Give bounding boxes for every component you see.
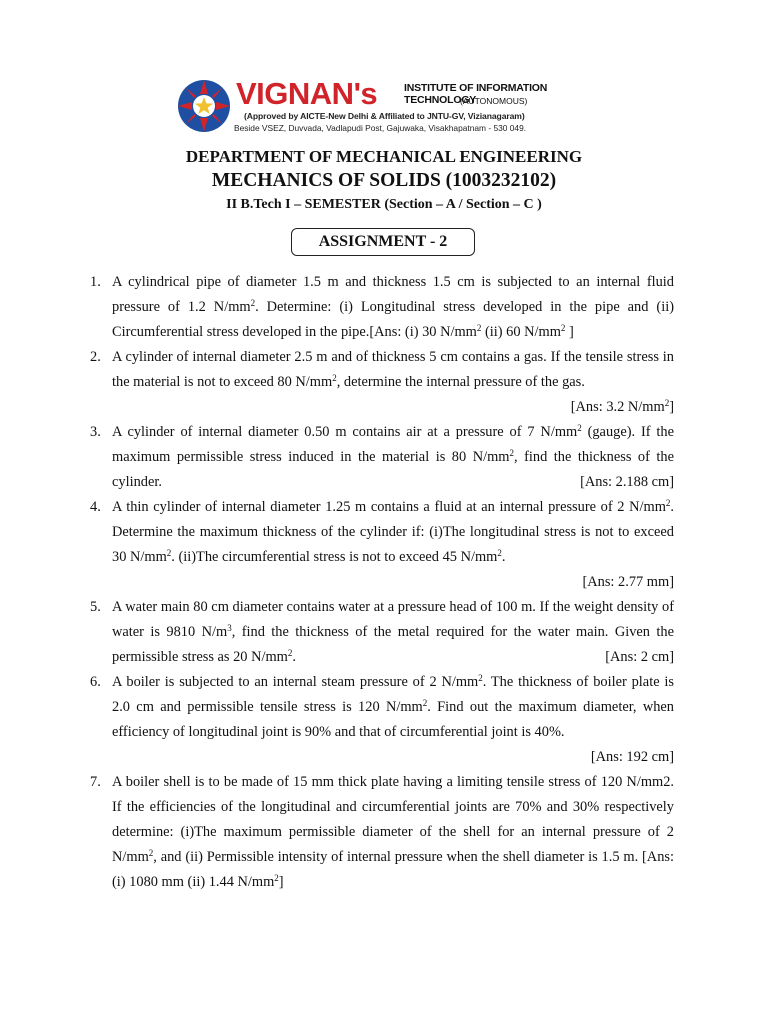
question-item bbox=[90, 595, 674, 670]
question-item bbox=[90, 420, 674, 495]
question-item bbox=[90, 495, 674, 595]
question-body bbox=[112, 774, 674, 890]
question-item bbox=[90, 270, 674, 345]
superscript: 2 bbox=[497, 548, 502, 558]
question-body bbox=[112, 349, 674, 390]
question-text: , determine the internal pressure of the gas. bbox=[336, 374, 585, 390]
superscript: 2 bbox=[560, 323, 566, 333]
question-body bbox=[112, 424, 674, 490]
question-number: 5. bbox=[90, 599, 101, 615]
question-text: (ii) 60 N/mm bbox=[481, 324, 561, 340]
question-list bbox=[90, 270, 674, 895]
superscript: 2 bbox=[287, 648, 293, 658]
question-number: 6. bbox=[90, 674, 101, 690]
question-text: (gauge). If the maximum permissible stress induced in the material is 80 N/mm bbox=[112, 424, 674, 465]
question-item bbox=[90, 670, 674, 770]
college-address: Beside VSEZ, Duvvada, Vadlapudi Post, Gajuwaka, Visakhapatnam - 530 049. bbox=[234, 123, 527, 133]
question-text: , and (ii) Permissible intensity of internal pressure when the shell diameter is 1.5 m. [Ans: (i) 1080 mm (ii) 1.44 N/mm bbox=[112, 849, 674, 890]
answer-label bbox=[112, 395, 674, 420]
question-text: . (ii)The circumferential stress is not to exceed 45 N/mm bbox=[171, 549, 498, 565]
superscript: 2 bbox=[664, 398, 670, 408]
question-text: . bbox=[292, 649, 296, 665]
question-number: 7. bbox=[90, 774, 101, 790]
superscript: 2 bbox=[166, 548, 172, 558]
answer-label bbox=[112, 570, 674, 595]
question-text: A boiler is subjected to an internal steam pressure of 2 N/mm bbox=[112, 674, 479, 690]
approval-line: (Approved by AICTE-New Delhi & Affiliated to JNTU-GV, Vizianagaram) bbox=[244, 111, 525, 121]
question-text: . The thickness of boiler plate is 2.0 cm and permissible tensile stress is 120 N/mm bbox=[112, 674, 674, 715]
superscript: 2 bbox=[476, 323, 482, 333]
question-text: A cylinder of internal diameter 2.5 m and of thickness 5 cm contains a gas. If the tensile stress in the material is not to exceed 80 N/mm bbox=[112, 349, 674, 390]
question-text: A water main 80 cm diameter contains water at a pressure head of 100 m. If the weight density of water is 9810 N/m bbox=[112, 599, 674, 640]
question-body bbox=[112, 674, 674, 740]
college-brand-name: VIGNAN's bbox=[236, 76, 378, 111]
superscript: 2 bbox=[509, 448, 514, 458]
superscript: 2 bbox=[577, 423, 582, 433]
course-title: MECHANICS OF SOLIDS (1003232102) bbox=[211, 170, 557, 191]
question-text: A cylinder of internal diameter 0.50 m contains air at a pressure of 7 N/mm bbox=[112, 424, 578, 440]
question-text: ] bbox=[669, 399, 674, 415]
superscript: 2 bbox=[274, 873, 279, 883]
question-number: 3. bbox=[90, 424, 101, 440]
question-body bbox=[112, 599, 674, 665]
question-number: 1. bbox=[90, 274, 101, 290]
question-body bbox=[112, 274, 674, 340]
answer-label: [Ans: 2.188 cm] bbox=[580, 474, 674, 490]
superscript: 2 bbox=[250, 298, 256, 308]
question-text: . bbox=[501, 549, 506, 565]
college-header bbox=[176, 76, 596, 138]
superscript: 3 bbox=[227, 623, 232, 633]
question-text: . Determine: (i) Longitudinal stress developed in the pipe and (ii) Circumferential stress developed in the pipe.[Ans: (i) 30 N/mm bbox=[112, 299, 674, 340]
semester-line: II B.Tech I – SEMESTER (Section – A / Section – C ) bbox=[226, 197, 542, 212]
question-text: ] bbox=[565, 324, 574, 340]
question-number: 2. bbox=[90, 349, 101, 365]
department-title: DEPARTMENT OF MECHANICAL ENGINEERING bbox=[185, 147, 583, 166]
question-text: [Ans: 192 cm] bbox=[590, 749, 674, 765]
question-text: , find the thickness of the cylinder. bbox=[112, 449, 675, 490]
question-text: A cylindrical pipe of diameter 1.5 m and thickness 1.5 cm is subjected to an internal fluid pressure of 1.2 N/mm bbox=[112, 274, 674, 315]
question-body bbox=[112, 499, 674, 565]
question-text: . Find out the maximum diameter, when efficiency of longitudinal joint is 90% and that of circumferential joint is 40%. bbox=[112, 699, 675, 740]
superscript: 2 bbox=[332, 373, 337, 383]
college-logo-icon bbox=[176, 78, 232, 134]
question-text: A thin cylinder of internal diameter 1.25 m contains a fluid at an internal pressure of 2 N/mm bbox=[112, 499, 666, 515]
question-item bbox=[90, 770, 674, 895]
assignment-title: ASSIGNMENT - 2 bbox=[291, 228, 475, 256]
superscript: 2 bbox=[148, 848, 154, 858]
institute-name: INSTITUTE OF INFORMATION TECHNOLOGY bbox=[404, 82, 548, 106]
question-text: . Determine the maximum thickness of the cylinder if: (i)The longitudinal stress is not to exceed 30 N/mm bbox=[112, 499, 674, 565]
question-text: A boiler shell is to be made of 15 mm thick plate having a limiting tensile stress of 120 N/mm2. If the efficiencies of the longitudinal and circumferential joints are 70% and 30% respectively determine: (i)The maximum permissible diameter of the shell for an internal pressure of 2 N/mm bbox=[112, 774, 674, 865]
question-text: ] bbox=[278, 874, 284, 890]
superscript: 2 bbox=[478, 673, 483, 683]
autonomous-label: (AUTONOMOUS) bbox=[460, 96, 528, 106]
question-text: [Ans: 2.77 mm] bbox=[582, 574, 674, 590]
question-text: , find the thickness of the metal required for the water main. Given the permissible stress as 20 N/mm bbox=[112, 624, 674, 665]
question-number: 4. bbox=[90, 499, 101, 515]
superscript: 2 bbox=[665, 498, 671, 508]
superscript: 2 bbox=[422, 698, 428, 708]
question-text: [Ans: 3.2 N/mm bbox=[570, 399, 665, 415]
answer-label: [Ans: 2 cm] bbox=[605, 649, 674, 665]
answer-label bbox=[112, 745, 674, 770]
question-item bbox=[90, 345, 674, 420]
